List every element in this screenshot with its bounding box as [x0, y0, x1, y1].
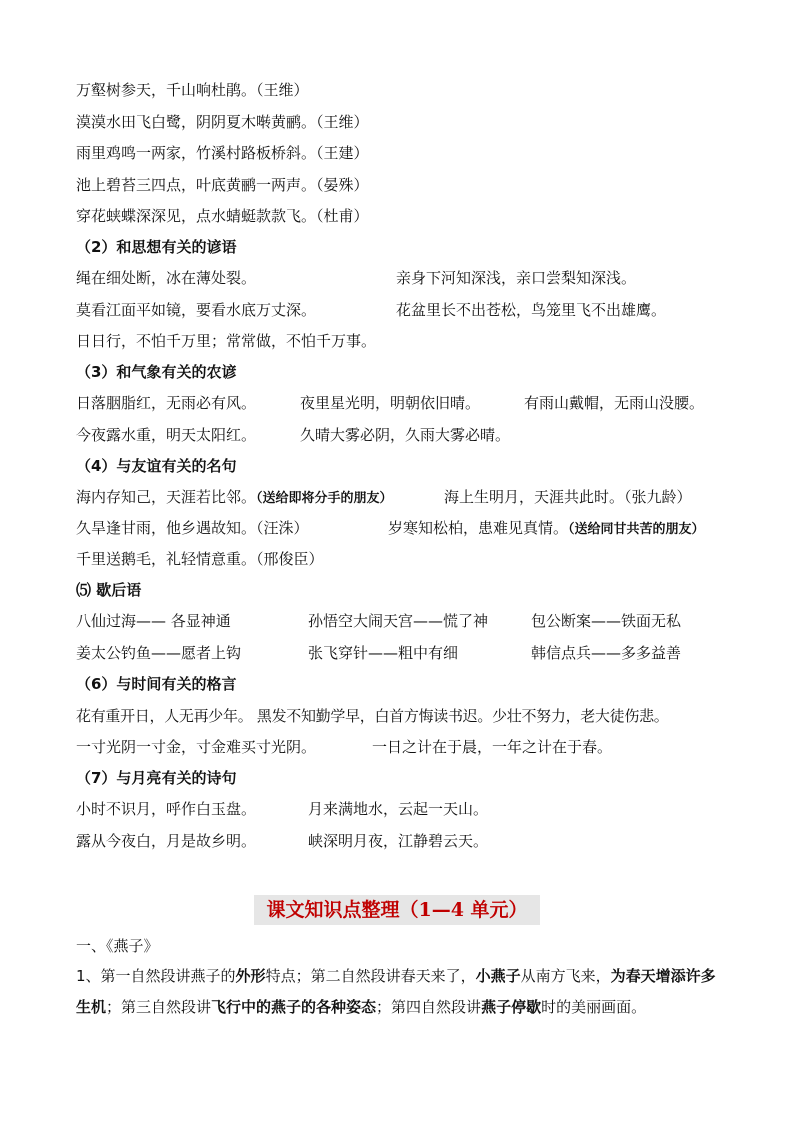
proverb-text: 日日行，不怕千万里；常常做，不怕千万事。 [76, 332, 377, 350]
proverb-text: 莫看江面平如镜，要看水底万丈深。 [76, 301, 317, 319]
proverb-text: 亲身下河知深浅，亲口尝梨知深浅。 [396, 269, 637, 287]
proverb-row [76, 393, 726, 413]
saying-text: 包公断案——铁面无私 [531, 612, 682, 630]
section-heading: （7）与月亮有关的诗句 [76, 769, 237, 787]
section-heading: （4）与友谊有关的名句 [76, 457, 237, 475]
quote-row [76, 487, 726, 507]
saying-text: 韩信点兵——多多益善 [531, 644, 682, 662]
quote-note: （送给即将分手的朋友） [256, 491, 393, 506]
maxim-row [76, 737, 726, 757]
proverb-text: 有雨山戴帽，无雨山没腰。 [524, 394, 705, 412]
quote-text: 久旱逢甘雨，他乡遇故知。（汪洙） [76, 519, 309, 537]
poem-text: 露从今夜白，月是故乡明。 [76, 832, 257, 850]
para-text: 特点；第二自然段讲春天来了， [265, 967, 476, 985]
poem-row [76, 831, 726, 851]
proverb-text: 夜里星光明，明朝依旧晴。 [300, 394, 481, 412]
quote-note: （送给同甘共苦的朋友） [568, 522, 705, 537]
lesson-title: 课文知识点整理（1—4 单元） [254, 895, 540, 925]
saying-row [76, 611, 726, 631]
quote-main: 海内存知己，天涯若比邻。 [76, 488, 257, 506]
saying-text: 八仙过海—— 各显神通 [76, 612, 231, 630]
saying-text: 孙悟空大闹天宫——慌了神 [308, 612, 489, 630]
poem-line: 雨里鸡鸣一两家，竹溪村路板桥斜。（王建） [76, 144, 369, 162]
poem-line: 漠漠水田飞白鹭，阴阴夏木啭黄鹂。（王维） [76, 113, 369, 131]
para-text: 从南方飞来， [520, 967, 611, 985]
proverb-text: 久晴大雾必阴，久雨大雾必晴。 [300, 426, 511, 444]
section-heading: （6）与时间有关的格言 [76, 675, 237, 693]
maxim-text: 一日之计在于晨，一年之计在于春。 [372, 738, 613, 756]
maxim-text: 一寸光阴一寸金，寸金难买寸光阴。 [76, 738, 317, 756]
para-text: 1、第一自然段讲燕子的 [76, 967, 236, 985]
proverb-text: 日落胭脂红，无雨必有风。 [76, 394, 257, 412]
lesson-paragraph [76, 961, 721, 1023]
maxim-text: 花有重开日，人无再少年。 黑发不知勤学早，白首方悔读书迟。少壮不努力，老大徒伤悲。 [76, 707, 669, 725]
saying-text: 姜太公钓鱼——愿者上钩 [76, 644, 242, 662]
proverb-text: 绳在细处断，冰在薄处裂。 [76, 269, 257, 287]
quote-text [388, 518, 705, 540]
section-heading: （3）和气象有关的农谚 [76, 363, 237, 381]
poem-text: 峡深明月夜，江静碧云天。 [308, 832, 489, 850]
quote-row [76, 518, 726, 538]
proverb-text: 今夜露水重，明天太阳红。 [76, 426, 257, 444]
lesson-item-heading: 一、《燕子》 [76, 937, 159, 955]
para-emphasis: 小燕子 [475, 967, 521, 985]
section-heading: ⑸ 歇后语 [76, 581, 142, 599]
proverb-row [76, 300, 726, 320]
para-emphasis: 燕子停歇 [481, 998, 542, 1016]
section-heading: （2）和思想有关的谚语 [76, 238, 237, 256]
proverb-row [76, 425, 726, 445]
poem-line: 穿花蛱蝶深深见，点水蜻蜓款款飞。（杜甫） [76, 207, 369, 225]
poem-line: 万壑树参天，千山响杜鹃。（王维） [76, 81, 309, 99]
para-emphasis: 为春天增添许多生机 [76, 967, 716, 1016]
quote-text: 海上生明月，天涯共此时。（张九龄） [444, 488, 692, 506]
quote-text: 千里送鹅毛，礼轻情意重。（邢俊臣） [76, 550, 324, 568]
para-text: ；第四自然段讲 [376, 998, 482, 1016]
poem-text: 月来满地水，云起一天山。 [308, 800, 489, 818]
poem-row [76, 799, 726, 819]
para-emphasis: 外形 [235, 967, 266, 985]
quote-text [76, 487, 393, 509]
para-text: 时的美丽画面。 [541, 998, 647, 1016]
quote-main: 岁寒知松柏，患难见真情。 [388, 519, 569, 537]
poem-line: 池上碧苔三四点，叶底黄鹂一两声。（晏殊） [76, 176, 369, 194]
proverb-text: 花盆里长不出苍松，鸟笼里飞不出雄鹰。 [396, 301, 667, 319]
para-text: ；第三自然段讲 [106, 998, 212, 1016]
proverb-row [76, 268, 726, 288]
poem-text: 小时不识月，呼作白玉盘。 [76, 800, 257, 818]
para-emphasis: 飞行中的燕子的各种姿态 [211, 998, 377, 1016]
saying-row [76, 643, 726, 663]
saying-text: 张飞穿针——粗中有细 [308, 644, 459, 662]
